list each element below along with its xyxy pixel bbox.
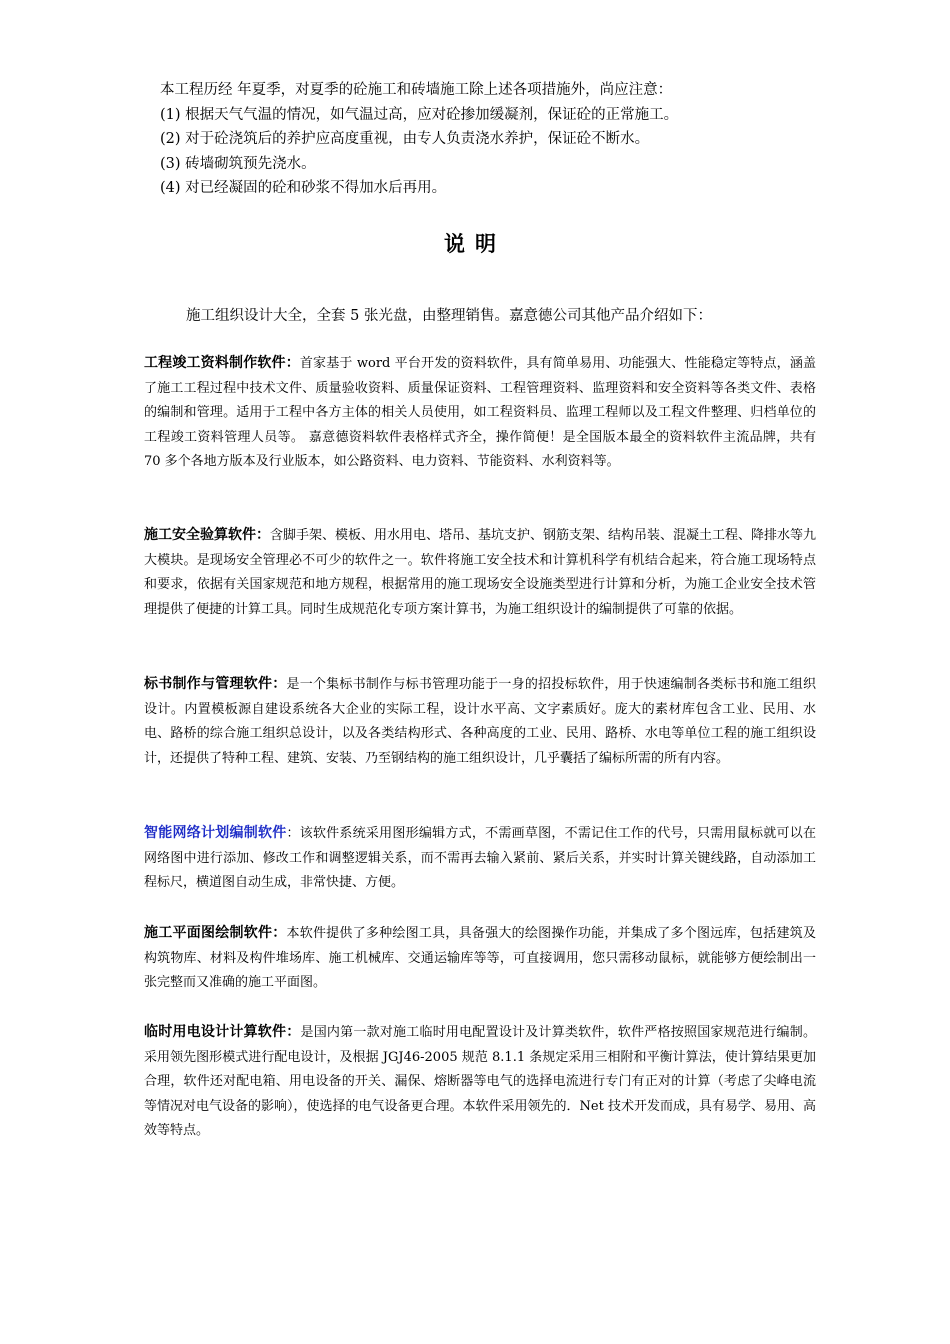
product-name-link[interactable]: 智能网络计划编制软件 <box>144 825 287 841</box>
product-name: 工程竣工资料制作软件： <box>144 355 300 371</box>
product-description: 是一个集标书制作与标书管理功能于一身的招投标软件，用于快速编制各类标书和施工组织设计。内置模板源自建设系统各大企业的实际工程，设计水平高、文字素质好。庞大的素材库包含工业、民用、水电、路桥的综合施工组织总设计，以及各类结构形式、各种高度的工业、民用、路桥、水电等单位工程的施工组织设计，还提供了特种工程、建筑、安装、乃至钢结构的施工组织设计，几乎囊括了编标所需的所有内容。 <box>144 677 816 766</box>
product-description: 首家基于 word 平台开发的资料软件，具有简单易用、功能强大、性能稳定等特点，涵盖了施工工程过程中技术文件、质量验收资料、质量保证资料、工程管理资料、监理资料和安全资料等各类文件、表格的编制和管理。适用于工程中各方主体的相关人员使用，如工程资料员、监理工程师以及工程文件整理、归档单位的工程竣工资料管理人员等。 嘉意德资料软件表格样式齐全，操作简便！是全国版本最全的资料软件主流品牌，共有 70 多个各地方版本及行业版本，如公路资料、电力资料、节能资料、水利资料等。 <box>144 356 816 470</box>
page-title: 说明 <box>444 232 506 256</box>
product-paragraph <box>144 1020 816 1144</box>
intro-paragraph: 施工组织设计大全，全套 5 张光盘，由整理销售。嘉意德公司其他产品介绍如下： <box>186 308 712 324</box>
product-description: ：该软件系统采用图形编辑方式，不需画草图，不需记住工作的代号，只需用鼠标就可以在网络图中进行添加、修改工作和调整逻辑关系，而不需再去输入紧前、紧后关系，并实时计算关键线路，自动添加工程标尺，横道图自动生成，非常快捷、方便。 <box>144 826 816 891</box>
product-description: 本软件提供了多种绘图工具，具备强大的绘图操作功能，并集成了多个图远库，包括建筑及构筑物库、材料及构件堆场库、施工机械库、交通运输库等等，可直接调用，您只需移动鼠标，就能够方便绘制出一张完整而又准确的施工平面图。 <box>144 926 816 991</box>
product-name: 标书制作与管理软件： <box>144 676 287 692</box>
product-description: 是国内第一款对施工临时用电配置设计及计算类软件，软件严格按照国家规范进行编制。采用领先图形模式进行配电设计，及根据 JGJ46-2005 规范 8.1.1 条规定采用三相附和平衡计算法，使计算结果更加合理，软件还对配电箱、用电设备的开关、漏保、熔断器等电气的选择电流进行专门有正对的计算（考虑了尖峰电流等情况对电气设备的影响），使选择的电气设备更合理。本软件采用领先的．Net 技术开发而成，具有易学、易用、高效等特点。 <box>144 1025 816 1139</box>
product-name: 施工安全验算软件： <box>144 527 270 543</box>
product-paragraph <box>144 921 816 996</box>
note-line: (4) 对已经凝固的砼和砂浆不得加水后再用。 <box>160 180 447 196</box>
note-line: (1) 根据天气气温的情况，如气温过高，应对砼掺加缓凝剂，保证砼的正常施工。 <box>160 106 679 123</box>
product-paragraph <box>144 351 816 475</box>
note-line: (2) 对于砼浇筑后的养护应高度重视，由专人负责浇水养护，保证砼不断水。 <box>160 131 650 147</box>
product-paragraph <box>144 821 816 896</box>
product-name: 临时用电设计计算软件： <box>144 1024 301 1040</box>
product-paragraph <box>144 672 816 771</box>
product-name: 施工平面图绘制软件： <box>144 925 287 941</box>
note-line: (3) 砖墙砌筑预先浇水。 <box>160 155 316 172</box>
product-paragraph <box>144 523 816 622</box>
top-notes <box>160 78 800 201</box>
note-line: 本工程历经 年夏季，对夏季的砼施工和砖墙施工除上述各项措施外，尚应注意： <box>160 82 673 98</box>
product-description: 含脚手架、模板、用水用电、塔吊、基坑支护、钢筋支架、结构吊装、混凝土工程、降排水等九大模块。是现场安全管理必不可少的软件之一。软件将施工安全技术和计算机科学有机结合起来，符合施工现场特点和要求，依据有关国家规范和地方规程，根据常用的施工现场安全设施类型进行计算和分析，为施工企业安全技术管理提供了便捷的计算工具。同时生成规范化专项方案计算书，为施工组织设计的编制提供了可靠的依据。 <box>144 528 817 617</box>
